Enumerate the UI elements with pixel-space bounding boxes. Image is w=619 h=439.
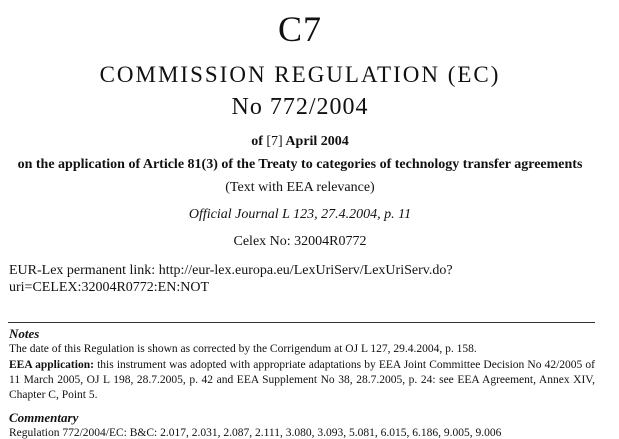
eea-relevance: (Text with EEA relevance) [225,180,375,195]
regulation-date [0,134,600,150]
permalink-label: EUR-Lex permanent link: [9,263,156,278]
eea-application-label: EEA application: [9,359,94,371]
permalink [9,262,589,296]
commentary-heading: Commentary [9,410,79,425]
date-rest: April 2004 [285,134,349,149]
date-prefix: of [251,134,263,149]
document-code: C7 [277,9,322,49]
commentary-line: Regulation 772/2004/EC: B&C: 2.017, 2.031, 2.087, 2.111, 3.080, 3.093, 5.081, 6.015, 6.186, 9.005, 9.006 [9,427,502,439]
celex-number: Celex No: 32004R0772 [233,234,367,249]
eea-application-note [9,358,595,403]
eea-application-text: this instrument was adopted with appropriate adaptations by EEA Joint Committee Decision No 42/2005 of 11 March 2005, OJ L 198, 28.7.2005, p. 42 and EEA Supplement No 38, 28.7.2005, p. 24: see EEA Agreement, Annex XIV, Chapter C, Point 5. [9,359,596,401]
regulation-subject: on the application of Article 81(3) of the Treaty to categories of technology transfer agreements [17,157,583,172]
regulation-title: COMMISSION REGULATION (EC) [99,62,501,87]
permalink-url[interactable]: http://eur-lex.europa.eu/LexUriServ/LexUriServ.do?uri=CELEX:32004R0772:EN:NOT [9,263,453,295]
official-journal-reference: Official Journal L 123, 27.4.2004, p. 11 [188,207,412,222]
date-bracket: [7] [266,134,283,149]
divider [8,322,595,323]
notes-line: The date of this Regulation is shown as corrected by the Corrigendum at OJ L 127, 29.4.2004, p. 158. [9,343,477,355]
notes-heading: Notes [9,326,40,341]
regulation-number: No 772/2004 [231,94,369,120]
